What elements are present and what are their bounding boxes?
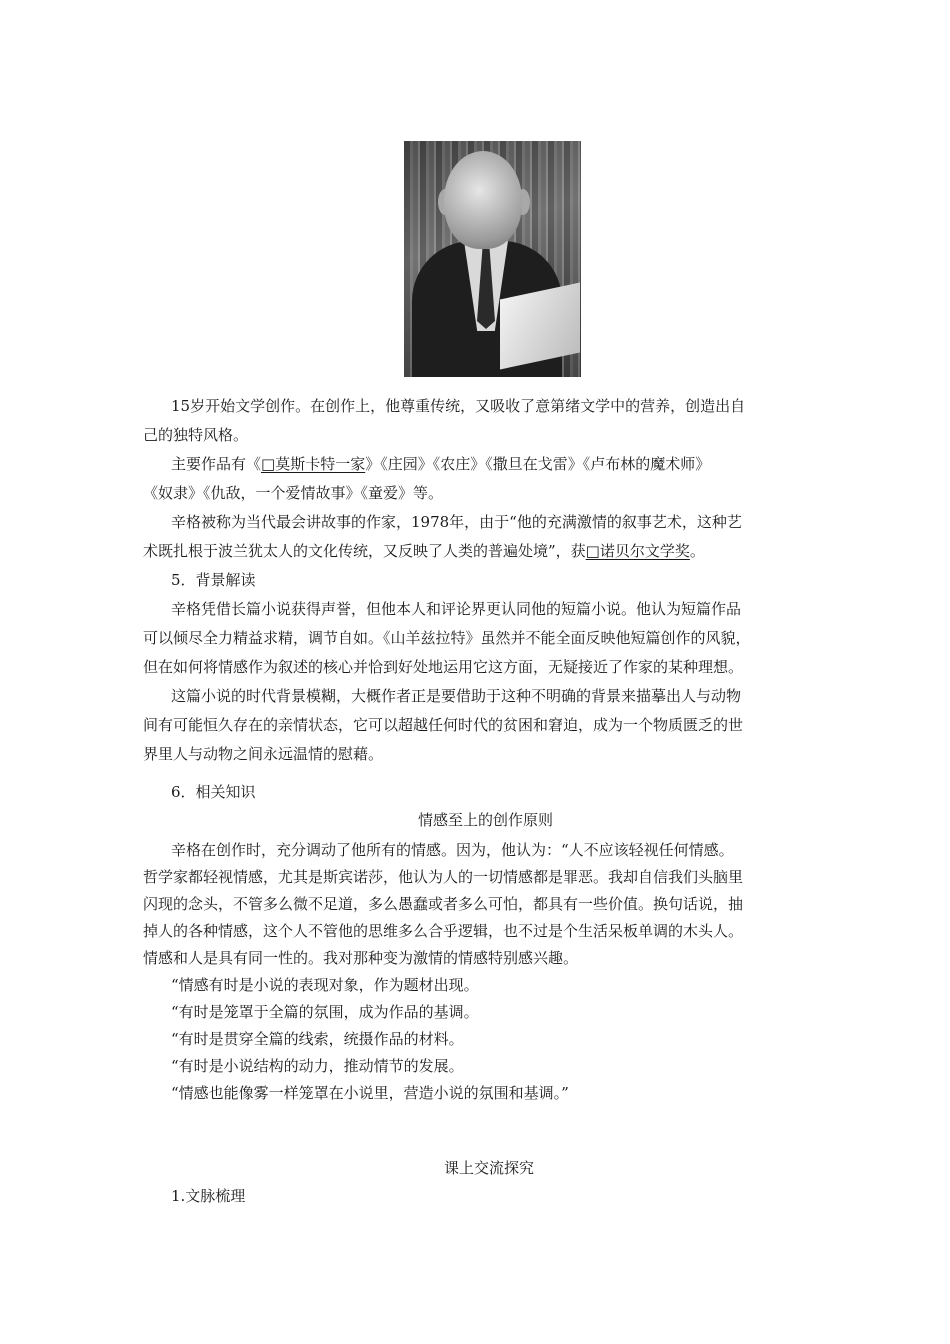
text-line: 可以倾尽全力精益求精，调节自如。《山羊兹拉特》虽然并不能全面反映他短篇创作的风貌， bbox=[143, 629, 751, 647]
text-line: 辛格在创作时，充分调动了他所有的情感。因为，他认为：“人不应该轻视任何情感。 bbox=[171, 841, 734, 859]
text-line bbox=[143, 541, 705, 561]
portrait-head bbox=[444, 151, 522, 249]
text-line: 界里人与动物之间永远温情的慰藉。 bbox=[143, 745, 384, 763]
text-span: 术既扎根于波兰犹太人的文化传统，又反映了人类的普遍处境”，获 bbox=[143, 542, 586, 560]
text-line: 15岁开始文学创作。在创作上，他尊重传统，又吸收了意第绪文学中的营养，创造出自 bbox=[171, 397, 746, 415]
quote-line: “有时是贯穿全篇的线索，统摄作品的材料。 bbox=[171, 1030, 464, 1048]
text-line: 掉人的各种情感，这个人不管他的思维多么合乎逻辑，也不过是个生活呆板单调的木头人。 bbox=[143, 922, 744, 940]
text-line: 这篇小说的时代背景模糊，大概作者正是要借助于这种不明确的背景来描摹出人与动物 bbox=[171, 687, 742, 705]
text-line: 己的独特风格。 bbox=[143, 426, 249, 444]
text-line: 但在如何将情感作为叙述的核心并恰到好处地运用它这方面，无疑接近了作家的某种理想。 bbox=[143, 658, 744, 676]
section-title: 课上交流探究 bbox=[444, 1159, 535, 1177]
quote-line: “有时是小说结构的动力，推动情节的发展。 bbox=[171, 1057, 464, 1075]
text-span: 主要作品有《 bbox=[171, 455, 262, 473]
section-heading: 1.文脉梳理 bbox=[171, 1187, 246, 1205]
text-line: 哲学家都轻视情感，尤其是斯宾诺莎，他认为人的一切情感都是罪恶。我却自信我们头脑里 bbox=[143, 868, 744, 886]
quote-line: “有时是笼罩于全篇的氛围，成为作品的基调。 bbox=[171, 1003, 479, 1021]
section-heading: 6．相关知识 bbox=[171, 783, 256, 801]
text-span: 。 bbox=[689, 542, 705, 560]
quote-line: “情感有时是小说的表现对象，作为题材出现。 bbox=[171, 976, 479, 994]
section-heading: 5．背景解读 bbox=[171, 571, 256, 589]
text-line: 《奴隶》《仇敌，一个爱情故事》《童爱》等。 bbox=[143, 484, 444, 502]
text-line: 闪现的念头，不管多么微不足道，多么愚蠢或者多么可怕，都具有一些价值。换句话说，抽 bbox=[143, 895, 744, 913]
subtitle: 情感至上的创作原则 bbox=[418, 811, 554, 829]
text-line: 辛格凭借长篇小说获得声誉，但他本人和评论界更认同他的短篇小说。他认为短篇作品 bbox=[171, 600, 742, 618]
quote-line: “情感也能像雾一样笼罩在小说里，营造小说的氛围和基调。” bbox=[171, 1084, 569, 1102]
text-line: 间有可能恒久存在的亲情状态，它可以超越任何时代的贫困和窘迫，成为一个物质匮乏的世 bbox=[143, 716, 744, 734]
underlined-award: □诺贝尔文学奖 bbox=[585, 542, 690, 560]
underlined-work-title: □莫斯卡特一家 bbox=[261, 455, 366, 473]
text-line bbox=[171, 454, 710, 474]
text-line: 辛格被称为当代最会讲故事的作家，1978年，由于“他的充满激情的叙事艺术，这种艺 bbox=[171, 513, 742, 531]
author-portrait-photo bbox=[404, 141, 581, 377]
text-line: 情感和人是具有同一性的。我对那种变为激情的情感特别感兴趣。 bbox=[143, 949, 579, 967]
text-span: 》《庄园》《农庄》《撒旦在戈雷》《卢布林的魔术师》 bbox=[365, 455, 711, 473]
